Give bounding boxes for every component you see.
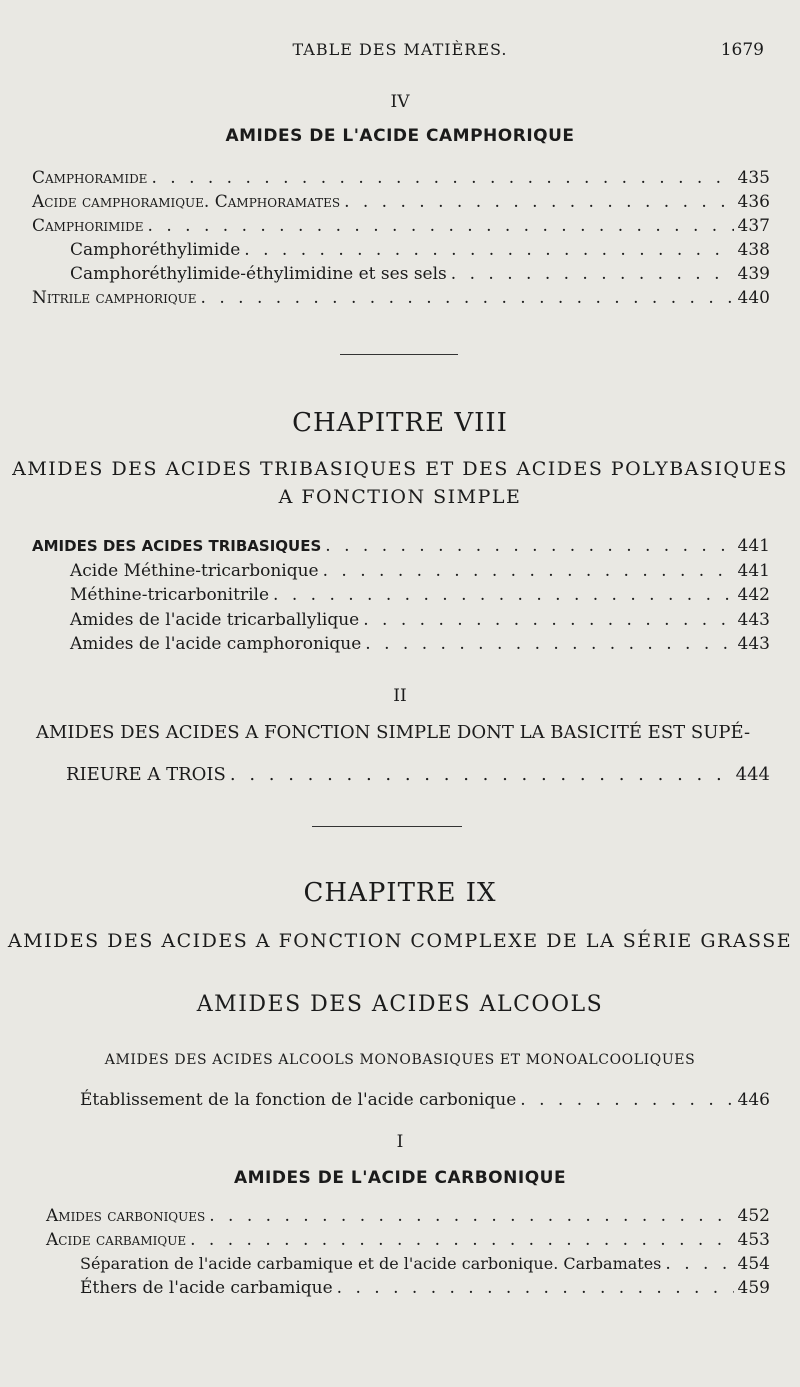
- toc-entry-page: 443: [737, 634, 770, 654]
- toc-entry: [32, 634, 770, 660]
- leader-dots: [323, 561, 734, 581]
- toc-entry-label: Camphoréthylimide-éthylimidine et ses sels: [70, 264, 447, 284]
- leader-dots: [151, 168, 733, 188]
- toc-entry-label: Camphoramide: [32, 168, 148, 188]
- toc-entry-page: 435: [737, 168, 770, 188]
- toc-entry-page: 438: [737, 240, 770, 260]
- toc-entry-label: Séparation de l'acide carbamique et de l'acide carbonique. Carbamates: [80, 1254, 662, 1273]
- chapter-subtitle: A FONCTION SIMPLE: [278, 486, 522, 508]
- toc-entry-label: Éthers de l'acide carbamique: [80, 1278, 333, 1298]
- toc-entry-page: 453: [737, 1230, 770, 1250]
- divider-rule: [340, 354, 458, 355]
- leader-dots: [665, 1254, 733, 1274]
- chapter-subheading: AMIDES DES ACIDES ALCOOLS MONOBASIQUES ET MONOALCOOLIQUES: [104, 1052, 696, 1068]
- toc-entry: [46, 1230, 770, 1256]
- leader-dots: [273, 585, 734, 605]
- running-title: TABLE DES MATIÈRES.: [292, 40, 508, 59]
- leader-dots: [365, 634, 733, 654]
- leader-dots: [363, 610, 733, 630]
- toc-entry-page: 452: [737, 1206, 770, 1226]
- section-title: AMIDES DE L'ACIDE CAMPHORIQUE: [225, 126, 575, 146]
- toc-entry: [32, 585, 770, 611]
- toc-entry-page: 440: [737, 288, 770, 308]
- chapter-title: CHAPITRE IX: [303, 878, 497, 908]
- chapter-title: CHAPITRE VIII: [292, 408, 508, 438]
- toc-entry: [32, 536, 770, 562]
- toc-entry-page: 441: [737, 561, 770, 581]
- toc-entry: [32, 192, 770, 218]
- leader-dots: [344, 192, 733, 212]
- toc-entry-label: Acide camphoramique. Camphoramates: [32, 192, 341, 212]
- toc-entry-page: 436: [737, 192, 770, 212]
- toc-entry-label: Amides carboniques: [46, 1206, 206, 1226]
- section-numeral: IV: [390, 92, 410, 112]
- toc-entry: [32, 610, 770, 636]
- toc-entry: [80, 1254, 770, 1280]
- section-title: AMIDES DE L'ACIDE CARBONIQUE: [233, 1168, 567, 1188]
- leader-dots: [190, 1230, 733, 1250]
- toc-entry-page: 459: [737, 1278, 770, 1298]
- toc-entry-label: Établissement de la fonction de l'acide carbonique: [80, 1090, 517, 1110]
- toc-entry-page: 454: [737, 1254, 770, 1274]
- toc-entry-label: Camphorimide: [32, 216, 144, 236]
- toc-entry-page: 443: [737, 610, 770, 630]
- toc-entry: [32, 264, 770, 290]
- leader-dots: [209, 1206, 733, 1226]
- chapter-subtitle: AMIDES DES ACIDES A FONCTION COMPLEXE DE LA SÉRIE GRASSE: [7, 930, 793, 952]
- toc-entry: [80, 1090, 770, 1116]
- toc-entry-page: 444: [735, 764, 770, 785]
- toc-entry: [32, 168, 770, 194]
- leader-dots: [201, 288, 734, 308]
- leader-dots: [337, 1278, 734, 1298]
- toc-entry-label: RIEURE A TROIS: [66, 764, 226, 785]
- toc-entry-label: Acide carbamique: [46, 1230, 187, 1250]
- toc-entry: [66, 764, 770, 790]
- toc-entry: [46, 1206, 770, 1232]
- toc-entry-label: Méthine-tricarbonitrile: [70, 585, 270, 605]
- toc-entry: [80, 1278, 770, 1304]
- divider-rule: [312, 826, 462, 827]
- page-number: 1679: [720, 40, 764, 60]
- toc-entry-page: 439: [737, 264, 770, 284]
- section-heading-line: AMIDES DES ACIDES A FONCTION SIMPLE DONT LA BASICITÉ EST SUPÉ-: [36, 722, 751, 743]
- toc-entry: [32, 216, 770, 242]
- toc-entry-page: 441: [737, 536, 770, 556]
- toc-entry-page: 446: [737, 1090, 770, 1110]
- section-numeral: I: [396, 1132, 404, 1152]
- chapter-subtitle: AMIDES DES ACIDES TRIBASIQUES ET DES ACIDES POLYBASIQUES: [12, 458, 788, 480]
- toc-entry-page: 437: [737, 216, 770, 236]
- toc-entry-label: Amides de l'acide camphoronique: [70, 634, 362, 654]
- toc-entry-label: Amides de l'acide tricarballylique: [70, 610, 360, 630]
- toc-entry-label: Acide Méthine-tricarbonique: [70, 561, 319, 581]
- toc-entry-label: Camphoréthylimide: [70, 240, 241, 260]
- toc-entry: [32, 561, 770, 587]
- toc-entry: [32, 240, 770, 266]
- page-header: [0, 36, 800, 60]
- leader-dots: [148, 216, 734, 236]
- chapter-heading: AMIDES DES ACIDES ALCOOLS: [196, 992, 604, 1017]
- toc-entry: [32, 288, 770, 314]
- leader-dots: [244, 240, 733, 260]
- section-numeral: II: [393, 686, 407, 706]
- leader-dots: [451, 264, 734, 284]
- leader-dots: [230, 764, 732, 785]
- leader-dots: [520, 1090, 733, 1110]
- toc-entry-page: 442: [737, 585, 770, 605]
- toc-entry-label: Nitrile camphorique: [32, 288, 197, 308]
- toc-entry-label: AMIDES DES ACIDES TRIBASIQUES: [32, 537, 322, 555]
- leader-dots: [325, 536, 733, 556]
